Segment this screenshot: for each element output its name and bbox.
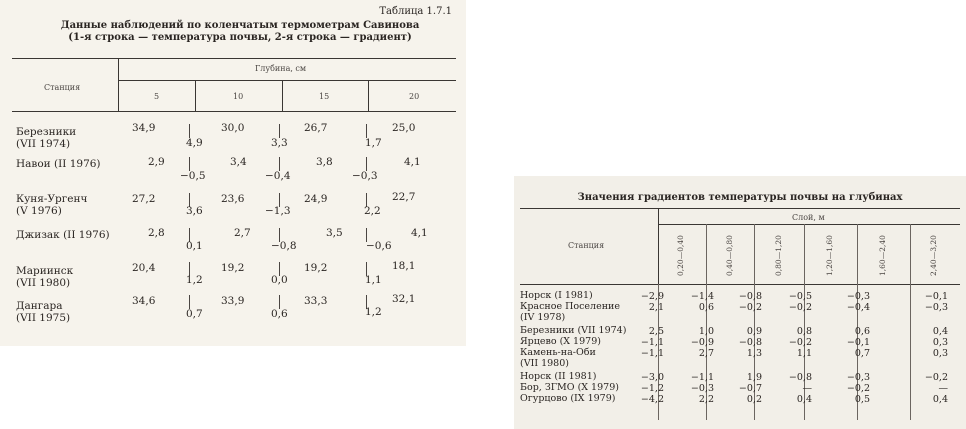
gradient-cell: 2,2 <box>698 394 714 405</box>
right-station-3 <box>520 326 626 337</box>
temp-cell: 18,1 <box>392 260 416 272</box>
left-station-1 <box>16 126 76 150</box>
station-date: (VII 1980) <box>520 357 569 369</box>
gradient-cell: — <box>802 383 812 394</box>
temp-cell: 22,7 <box>392 191 416 203</box>
rule-station-col <box>118 58 119 111</box>
gradient-cell: −0,1 <box>924 291 948 302</box>
rule-header-bottom <box>12 111 456 112</box>
gradient-tick <box>279 124 280 138</box>
table-number: Таблица 1.7.1 <box>379 6 452 17</box>
station-name: Красное Поселение <box>520 301 621 312</box>
gradient-cell: −1,1 <box>690 372 714 383</box>
temp-cell: 3,5 <box>326 227 343 239</box>
gradient-cell: −0,3 <box>352 170 378 182</box>
right-station-5 <box>520 348 596 369</box>
gradient-cell: 1,9 <box>746 372 762 383</box>
temp-cell: 19,2 <box>304 262 328 274</box>
gradient-cell: 1,1 <box>796 348 812 359</box>
gradient-cell: 1,2 <box>365 306 382 318</box>
temp-cell: 33,3 <box>304 295 328 307</box>
temp-cell: 3,4 <box>230 156 247 168</box>
gradient-cell: 1,3 <box>746 348 762 359</box>
gradient-tick <box>279 295 280 309</box>
gradient-cell: −0,4 <box>265 170 291 182</box>
gradient-cell: 4,9 <box>186 137 203 149</box>
gradient-cell: 1,7 <box>365 137 382 149</box>
gradient-cell: 0,0 <box>271 274 288 286</box>
gradient-cell: −0,3 <box>690 383 714 394</box>
temp-cell: 2,8 <box>148 227 165 239</box>
gradient-cell: 2,1 <box>648 302 664 313</box>
gradient-cell: −0,7 <box>738 383 762 394</box>
station-name: Навои (II 1976) <box>16 158 101 170</box>
gradient-tick <box>279 157 280 171</box>
gradient-cell: −0,8 <box>271 240 297 252</box>
gradient-cell: 3,6 <box>186 205 203 217</box>
gradient-cell: 0,2 <box>746 394 762 405</box>
gradient-cell: 0,9 <box>746 326 762 337</box>
temp-cell: 26,7 <box>304 122 328 134</box>
rule-layer <box>658 224 960 225</box>
station-name: Огурцово (IX 1979) <box>520 393 616 404</box>
temp-cell: 20,4 <box>132 262 156 274</box>
left-station-5 <box>16 265 73 289</box>
gradient-cell: −1,3 <box>265 205 291 217</box>
gradient-cell: −0,5 <box>788 291 812 302</box>
gradient-cell: −0,8 <box>788 372 812 383</box>
depth-20: 20 <box>409 92 420 101</box>
depth-header: Глубина, см <box>255 64 307 73</box>
gradient-cell: 0,4 <box>932 394 948 405</box>
gradient-cell: −1,1 <box>640 337 664 348</box>
left-station-2 <box>16 158 101 170</box>
station-date: (VII 1980) <box>16 277 71 289</box>
rule-header-bottom <box>520 284 960 285</box>
layer-label: 0,40—0,80 <box>725 235 734 276</box>
gradient-cell: −2,9 <box>640 291 664 302</box>
station-date: (VII 1975) <box>16 312 71 324</box>
temp-cell: 30,0 <box>221 122 245 134</box>
temp-cell: 24,9 <box>304 193 328 205</box>
station-name: Камень-на-Оби <box>520 347 596 358</box>
gradient-cell: 0,6 <box>698 302 714 313</box>
temp-cell: 4,1 <box>404 156 421 168</box>
gradient-cell: −0,4 <box>846 302 870 313</box>
station-name: Куня-Ургенч <box>16 193 88 205</box>
rule-col-2 <box>195 80 196 111</box>
gradient-tick <box>366 157 367 171</box>
gradient-cell: −1,2 <box>640 383 664 394</box>
gradient-cell: 0,7 <box>854 348 870 359</box>
left-station-4 <box>16 229 110 241</box>
layer-label: 0,80—1,20 <box>774 235 783 276</box>
right-station-6 <box>520 372 596 383</box>
depth-15: 15 <box>319 92 330 101</box>
gradient-cell: −0,6 <box>366 240 392 252</box>
station-name: Джизак (II 1976) <box>16 229 110 241</box>
gradient-cell: −0,2 <box>788 337 812 348</box>
gradient-cell: −0,2 <box>924 372 948 383</box>
temp-cell: 2,7 <box>234 227 251 239</box>
layer-label: 0,20—0,40 <box>676 235 685 276</box>
station-name: Дангара <box>16 300 63 312</box>
station-date: (VII 1974) <box>16 138 71 150</box>
temp-cell: 19,2 <box>221 262 245 274</box>
gradient-tick <box>189 124 190 138</box>
right-station-7 <box>520 383 619 394</box>
rule-top <box>520 208 960 209</box>
gradient-cell: −0,8 <box>738 291 762 302</box>
right-station-8 <box>520 394 615 405</box>
gradient-cell: −0,9 <box>690 337 714 348</box>
gradient-cell: −1,1 <box>640 348 664 359</box>
rule-col-3 <box>282 80 283 111</box>
layer-header: Слой, м <box>792 213 825 222</box>
rule-col-4 <box>368 80 369 111</box>
temp-cell: 4,1 <box>411 227 428 239</box>
gradient-cell: 0,6 <box>854 326 870 337</box>
gradient-cell: 0,6 <box>271 308 288 320</box>
rule-station-col <box>658 208 659 284</box>
station-name: Березники (VII 1974) <box>520 325 627 336</box>
temp-cell: 32,1 <box>392 293 416 305</box>
gradient-cell: 0,3 <box>932 348 948 359</box>
station-name: Норск (II 1981) <box>520 371 597 382</box>
gradient-cell: 0,8 <box>796 326 812 337</box>
gradient-cell: 0,4 <box>796 394 812 405</box>
station-header: Станция <box>568 241 605 250</box>
gradient-cell: −3,0 <box>640 372 664 383</box>
temp-cell: 2,9 <box>148 156 165 168</box>
right-table-scan <box>514 176 966 429</box>
gradient-cell: −0,3 <box>846 372 870 383</box>
gradient-cell: 0,5 <box>854 394 870 405</box>
gradient-cell: 0,3 <box>932 337 948 348</box>
gradient-tick <box>189 295 190 309</box>
rule-depth <box>118 80 456 81</box>
temp-cell: 34,9 <box>132 122 156 134</box>
temp-cell: 33,9 <box>221 295 245 307</box>
gradient-tick <box>366 124 367 138</box>
gradient-cell: 2,2 <box>364 205 381 217</box>
gradient-tick <box>189 157 190 171</box>
depth-10: 10 <box>233 92 244 101</box>
right-station-4 <box>520 337 601 348</box>
station-name: Норск (I 1981) <box>520 290 593 301</box>
gradient-cell: 3,3 <box>271 137 288 149</box>
gradient-cell: −0,8 <box>738 337 762 348</box>
layer-label: 1,20—1,60 <box>825 235 834 276</box>
station-name: Ярцево (X 1979) <box>520 336 601 347</box>
right-station-2 <box>520 302 620 323</box>
gradient-cell: — <box>938 383 948 394</box>
table-title <box>40 20 440 44</box>
temp-cell: 34,6 <box>132 295 156 307</box>
depth-5: 5 <box>154 92 160 101</box>
right-station-1 <box>520 291 593 302</box>
temp-cell: 25,0 <box>392 122 416 134</box>
temp-cell: 3,8 <box>316 156 333 168</box>
gradient-cell: 2,5 <box>648 326 664 337</box>
gradient-cell: −0,1 <box>846 337 870 348</box>
layer-label: 1,60—2,40 <box>878 235 887 276</box>
gradient-cell: −0,2 <box>788 302 812 313</box>
title-line-2: (1-я строка — температура почвы, 2-я строка — градиент) <box>68 32 412 43</box>
temp-cell: 23,6 <box>221 193 245 205</box>
station-name: Березники <box>16 126 77 138</box>
gradient-cell: −0,2 <box>738 302 762 313</box>
left-table-scan <box>0 0 466 346</box>
station-date: (IV 1978) <box>520 311 566 323</box>
gradient-cell: −0,3 <box>846 291 870 302</box>
gradient-cell: −0,5 <box>180 170 206 182</box>
gradient-cell: 0,4 <box>932 326 948 337</box>
table-title: Значения градиентов температуры почвы на глубинах <box>577 192 903 203</box>
gradient-cell: −1,4 <box>690 291 714 302</box>
gradient-cell: 1,0 <box>698 326 714 337</box>
station-name: Мариинск <box>16 265 74 277</box>
left-station-6 <box>16 300 70 324</box>
gradient-cell: −0,3 <box>924 302 948 313</box>
rule-top <box>12 58 456 59</box>
station-name: Бор, ЗГМО (X 1979) <box>520 382 619 393</box>
gradient-cell: 0,1 <box>186 240 203 252</box>
gradient-cell: 2,7 <box>698 348 714 359</box>
station-header: Станция <box>44 83 81 92</box>
gradient-cell: 1,1 <box>365 274 382 286</box>
gradient-cell: 0,7 <box>186 308 203 320</box>
gradient-cell: −4,2 <box>640 394 664 405</box>
gradient-cell: −0,2 <box>846 383 870 394</box>
gradient-cell: 1,2 <box>186 274 203 286</box>
left-station-3 <box>16 193 87 217</box>
title-line-1: Данные наблюдений по коленчатым термометрам Савинова <box>60 20 420 31</box>
temp-cell: 27,2 <box>132 193 156 205</box>
station-date: (V 1976) <box>16 205 62 217</box>
layer-label: 2,40—3,20 <box>929 235 938 276</box>
